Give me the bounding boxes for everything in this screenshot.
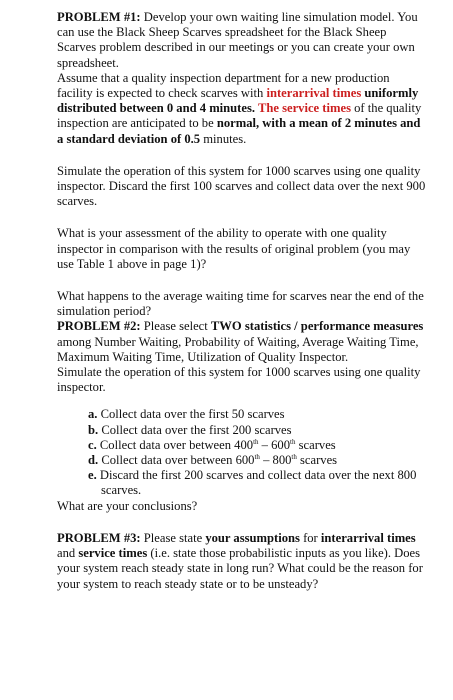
problem-1-intro — [57, 10, 427, 71]
service-times-text: service times — [78, 546, 148, 561]
task-item-c — [88, 438, 427, 453]
ordinal-suffix: th — [290, 437, 296, 446]
problem-1-assumption — [57, 71, 427, 147]
task-item-b — [88, 423, 427, 438]
task-text: scarves — [296, 453, 338, 468]
task-letter: b. — [88, 422, 99, 437]
select-text: Please select — [140, 319, 211, 334]
document-body — [57, 10, 427, 592]
service-times-highlight: The service times — [255, 101, 351, 116]
problem-3-text-a: Please state — [140, 530, 206, 545]
task-text: Collect data over between 600 — [101, 453, 255, 468]
assumption-text: Assume that a quality inspection department for a new production facility is expected to check scarves with — [57, 70, 390, 101]
task-text: – 600 — [258, 437, 291, 452]
task-text: scarves — [295, 437, 336, 452]
service-text: of the quality inspection are anticipated to be — [57, 101, 422, 131]
task-item-e — [88, 468, 427, 498]
problem-3-text — [57, 531, 427, 592]
ordinal-suffix: th — [291, 453, 297, 462]
normal-distribution-text: normal, with a mean of 2 minutes and a standard deviation of 0.5 — [57, 116, 421, 146]
task-letter: e. — [88, 468, 97, 483]
task-letter: c. — [88, 437, 97, 452]
problem-1-assessment: What is your assessment of the ability to operate with one quality inspector in comparison with the results of original problem (you may use Table 1 above in page 1)? — [57, 226, 411, 271]
problem-2-heading: PROBLEM #2: — [57, 319, 141, 334]
interarrival-times-highlight: interarrival times — [266, 86, 362, 101]
service-end-text: minutes. — [200, 131, 247, 146]
problem-3-heading: PROBLEM #3: — [57, 530, 141, 545]
ordinal-suffix: th — [253, 437, 259, 446]
task-letter: d. — [88, 453, 99, 468]
problem-2-conclusions: What are your conclusions? — [57, 498, 198, 513]
assumptions-text: your assumptions — [205, 530, 300, 545]
problem-2-simulate: Simulate the operation of this system for 1000 scarves using one quality inspector. — [57, 365, 421, 395]
problem-1-waiting-question: What happens to the average waiting time for scarves near the end of the simulation period? — [57, 289, 424, 319]
problem-1-intro-text: Develop your own waiting line simulation model. You can use the Black Sheep Scarves spreadsheet for the Black Sheep Scarves problem described in our meetings or you can create your own spreadsheet. — [57, 10, 418, 70]
task-text: Collect data over the first 50 scarves — [100, 407, 285, 422]
uniform-distribution-text: uniformly distributed between 0 and 4 minutes. — [57, 86, 419, 116]
task-text: Collect data over the first 200 scarves — [101, 422, 292, 437]
task-text: Collect data over between 400 — [99, 437, 254, 452]
problem-1-simulate: Simulate the operation of this system for 1000 scarves using one quality inspector. Discard the first 100 scarves and collect data over the next 900 scarves. — [57, 163, 426, 209]
two-statistics-text: TWO statistics / performance measures — [210, 319, 424, 334]
measures-list-text: among Number Waiting, Probability of Waiting, Average Waiting Time, Maximum Waiting Time, Utilization of Quality Inspector. — [57, 334, 419, 364]
problem-2-intro — [57, 319, 427, 365]
problem-1-heading: PROBLEM #1: — [57, 10, 141, 24]
task-item-d — [88, 453, 427, 468]
problem-2-task-list — [57, 407, 427, 498]
task-text: – 800 — [259, 453, 292, 468]
problem-3-text-c: and — [57, 546, 79, 561]
task-text: Discard the first 200 scarves and collect data over the next 800 scarves. — [99, 468, 417, 498]
problem-3-text-d: (i.e. state those probabilistic inputs as you like). Does your system reach steady state in long run? What could be the reason for your system to reach steady state or to be unsteady? — [57, 546, 423, 591]
ordinal-suffix: th — [254, 453, 260, 462]
task-letter: a. — [88, 407, 98, 422]
problem-3-text-b: for — [299, 530, 321, 545]
task-item-a — [88, 407, 427, 422]
interarrival-text: interarrival times — [320, 530, 416, 545]
